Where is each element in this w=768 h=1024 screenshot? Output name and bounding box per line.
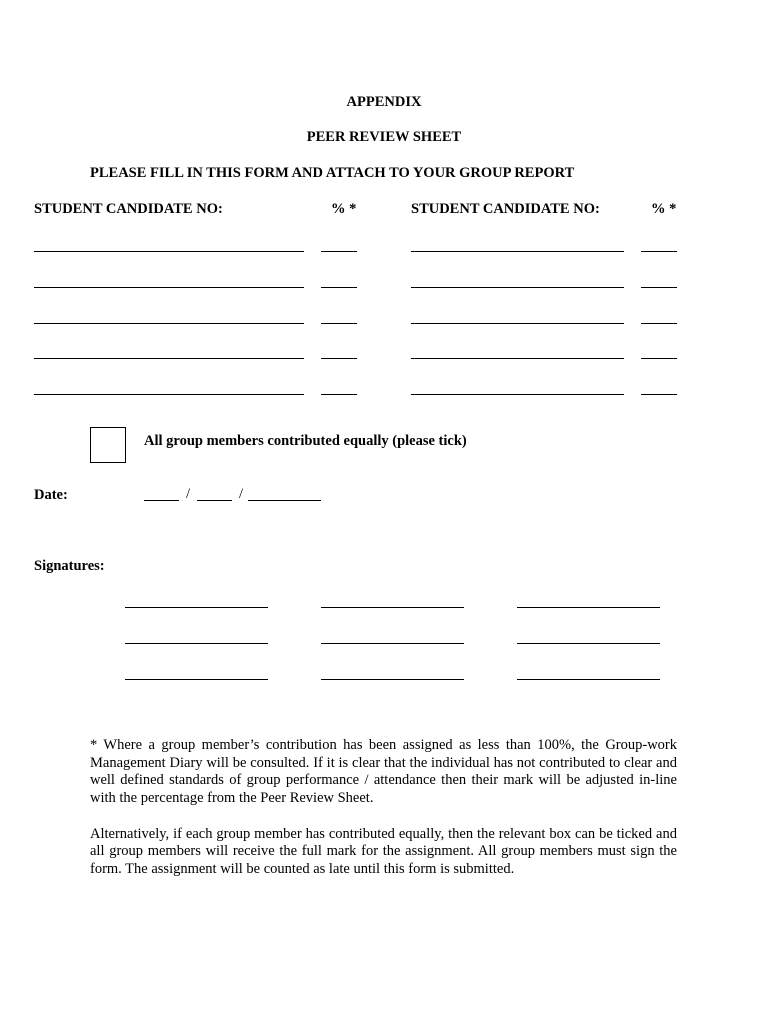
- signature-line[interactable]: [125, 643, 268, 644]
- note-paragraph-2: Alternatively, if each group member has contributed equally, then the relevant box can be ticked and all group members will receive the full mark for the assignment. All group members must sign the form. The assignment will be counted as late until this form is submitted.: [90, 825, 677, 877]
- date-day-field[interactable]: [144, 500, 179, 501]
- signature-line[interactable]: [125, 679, 268, 680]
- signature-line[interactable]: [517, 607, 660, 608]
- signatures-label: Signatures:: [34, 558, 105, 574]
- right-percent-header: % *: [651, 201, 677, 217]
- left-percent-field[interactable]: [321, 323, 357, 324]
- left-candidate-field[interactable]: [34, 358, 304, 359]
- right-candidate-field[interactable]: [411, 287, 624, 288]
- signature-line[interactable]: [125, 607, 268, 608]
- equal-contribution-label: All group members contributed equally (please tick): [144, 433, 467, 449]
- signature-line[interactable]: [321, 679, 464, 680]
- date-label: Date:: [34, 487, 68, 503]
- signature-line[interactable]: [321, 607, 464, 608]
- right-candidate-field[interactable]: [411, 358, 624, 359]
- right-percent-field[interactable]: [641, 287, 677, 288]
- left-percent-field[interactable]: [321, 287, 357, 288]
- left-candidate-field[interactable]: [34, 323, 304, 324]
- right-percent-field[interactable]: [641, 251, 677, 252]
- page-title: PEER REVIEW SHEET: [306, 129, 462, 145]
- right-candidate-header: STUDENT CANDIDATE NO:: [411, 201, 600, 217]
- signature-line[interactable]: [321, 643, 464, 644]
- left-percent-field[interactable]: [321, 251, 357, 252]
- date-month-field[interactable]: [197, 500, 232, 501]
- left-candidate-field[interactable]: [34, 251, 304, 252]
- left-percent-field[interactable]: [321, 394, 357, 395]
- note-paragraph-1: * Where a group member’s contribution has been assigned as less than 100%, the Group-work Management Diary will be consulted. If it is clear that the individual has not contributed to clear and well defined standards of group performance / attendance then their mark will be adjusted in-line with the percentage from the Peer Review Sheet.: [90, 737, 677, 807]
- left-percent-field[interactable]: [321, 358, 357, 359]
- signature-line[interactable]: [517, 643, 660, 644]
- left-candidate-field[interactable]: [34, 394, 304, 395]
- instruction-heading: PLEASE FILL IN THIS FORM AND ATTACH TO YOUR GROUP REPORT: [90, 165, 575, 181]
- date-year-field[interactable]: [248, 500, 321, 501]
- right-percent-field[interactable]: [641, 358, 677, 359]
- left-percent-header: % *: [331, 201, 357, 217]
- date-separator: /: [239, 486, 244, 502]
- appendix-heading: APPENDIX: [346, 94, 422, 110]
- right-candidate-field[interactable]: [411, 394, 624, 395]
- date-separator: /: [186, 486, 191, 502]
- left-candidate-field[interactable]: [34, 287, 304, 288]
- signature-line[interactable]: [517, 679, 660, 680]
- right-candidate-field[interactable]: [411, 251, 624, 252]
- notes-section: [90, 737, 677, 879]
- left-candidate-header: STUDENT CANDIDATE NO:: [34, 201, 223, 217]
- right-percent-field[interactable]: [641, 394, 677, 395]
- right-percent-field[interactable]: [641, 323, 677, 324]
- right-candidate-field[interactable]: [411, 323, 624, 324]
- equal-contribution-checkbox[interactable]: [90, 427, 126, 463]
